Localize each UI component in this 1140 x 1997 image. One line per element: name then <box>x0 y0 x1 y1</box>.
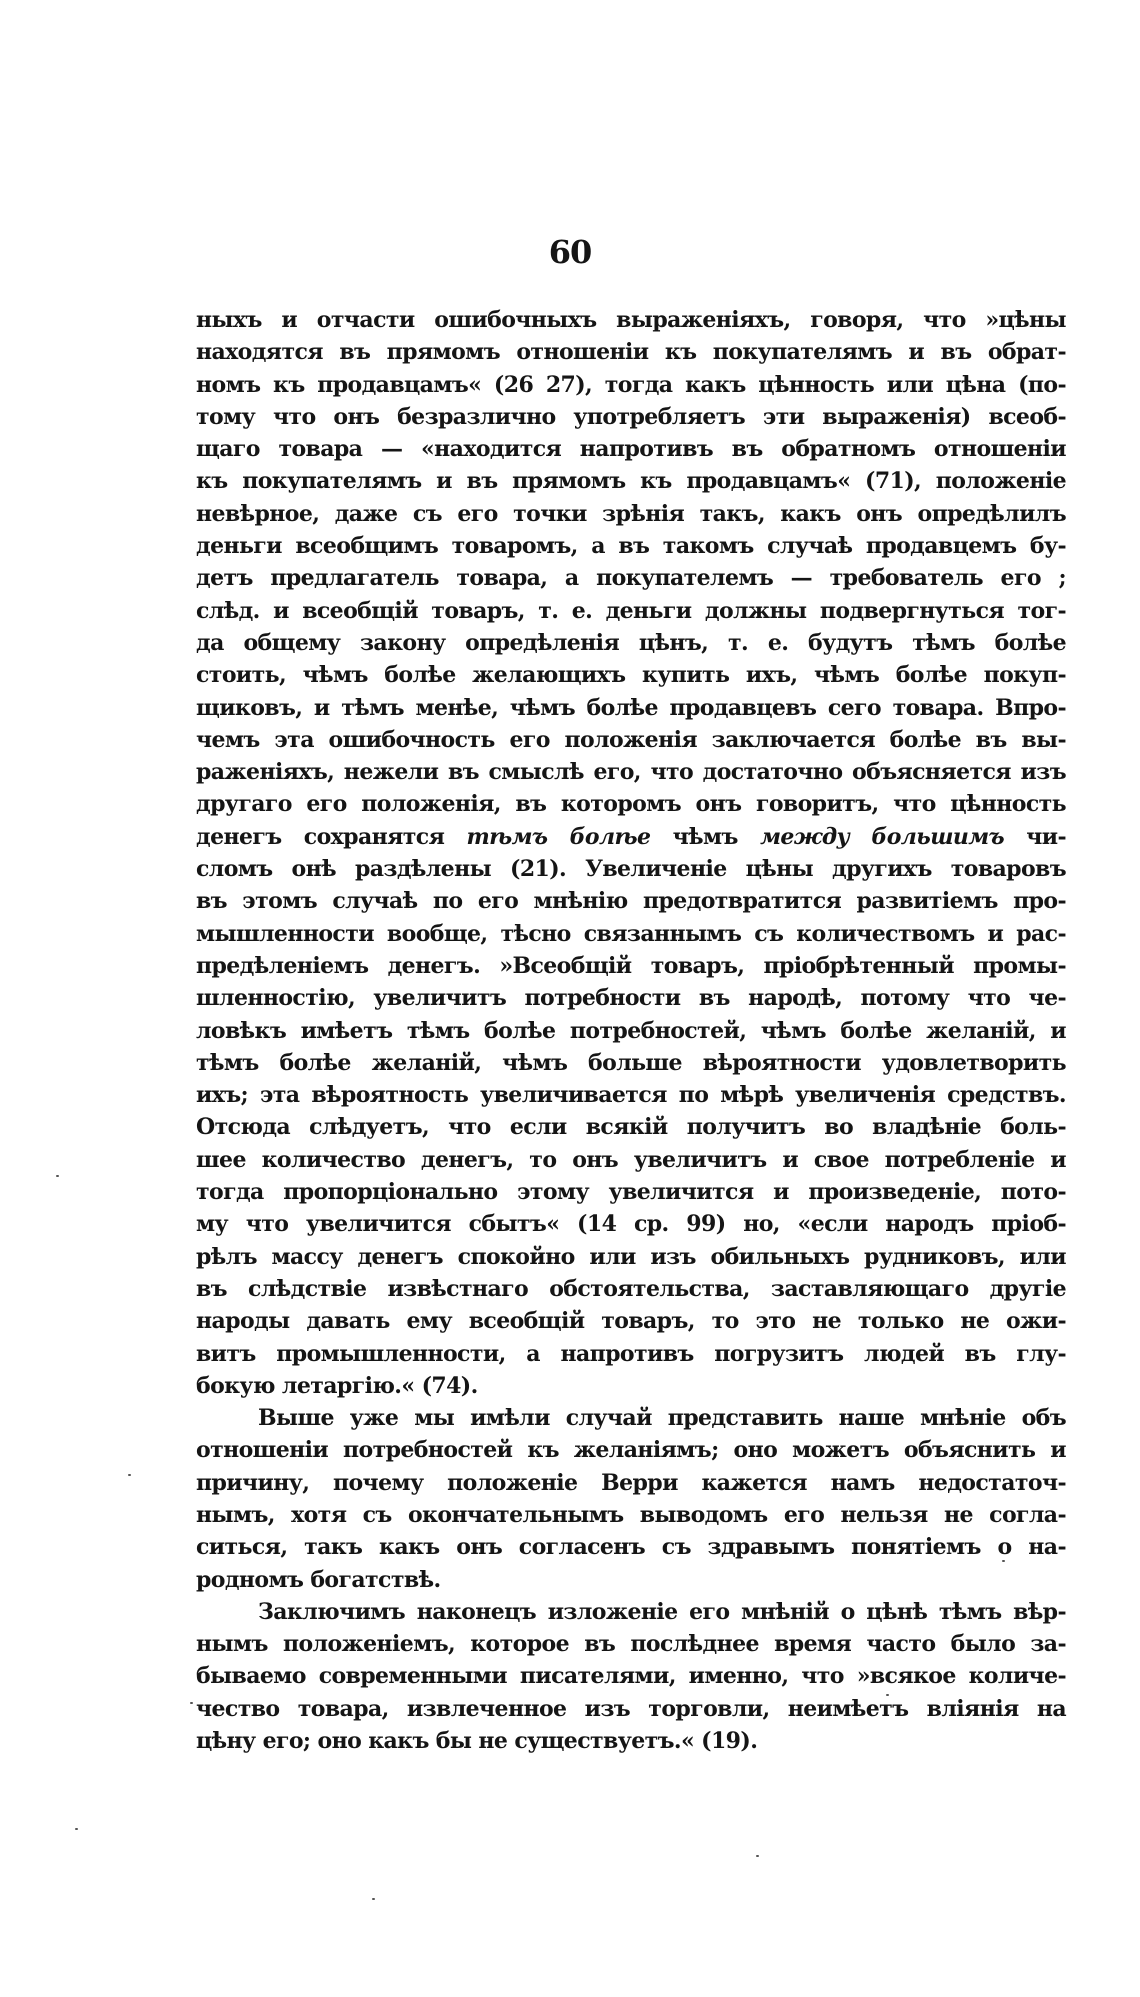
text-segment: Выше уже мы имѣли случай представить наше мнѣнiе объ <box>258 1405 1066 1432</box>
text-line <box>196 1596 1066 1628</box>
text-segment: ситься, такъ какъ онъ согласенъ съ здравымъ понятiемъ о на- <box>196 1534 1066 1561</box>
text-line <box>196 982 1066 1014</box>
paragraph <box>196 1402 1066 1596</box>
body-text <box>196 304 1066 1757</box>
text-segment: детъ предлагатель товара, а покупателемъ — требователь его ; <box>196 565 1066 592</box>
text-segment: нымъ, хотя съ окончательнымъ выводомъ его нельзя не согла- <box>196 1501 1066 1528</box>
text-segment: въ слѣдствiе извѣстнаго обстоятельства, заставляющаго другiе <box>196 1275 1066 1302</box>
text-line <box>196 692 1066 724</box>
text-segment: денегъ сохранятся <box>196 823 467 850</box>
text-line <box>196 465 1066 497</box>
text-segment: номъ къ продавцамъ« (26 27), тогда какъ цѣнность или цѣна (по- <box>196 371 1066 398</box>
text-segment: мышленности вообще, тѣсно связаннымъ съ количествомъ и рас- <box>196 920 1066 947</box>
text-line <box>196 1693 1066 1725</box>
text-segment: народы давать ему всеобщiй товаръ, то это не только не ожи- <box>196 1308 1066 1335</box>
text-segment: ихъ; эта вѣроятность увеличивается по мѣрѣ увеличенiя средствъ. <box>196 1082 1066 1109</box>
scan-speck <box>56 1175 59 1177</box>
text-segment: въ этомъ случаѣ по его мнѣнiю предотвратится развитiемъ про- <box>196 888 1066 915</box>
text-segment: тому что онъ безразлично употребляетъ эти выраженiя) всеоб- <box>196 403 1066 430</box>
scan-speck <box>1002 1560 1005 1562</box>
text-segment: рѣлъ массу денегъ спокойно или изъ обильныхъ рудниковъ, или <box>196 1243 1066 1270</box>
text-segment: отношенiи потребностей къ желанiямъ; оно можетъ объяснить и <box>196 1437 1066 1464</box>
text-segment: Отсюда слѣдуетъ, что если всякiй получитъ во владѣнiе боль- <box>196 1114 1066 1141</box>
text-line <box>196 401 1066 433</box>
text-segment: тѣмъ болѣе желанiй, чѣмъ больше вѣроятности удовлетворить <box>196 1049 1066 1076</box>
text-segment: чество товара, извлеченное изъ торговли, неимѣетъ влiянiя на <box>196 1695 1066 1722</box>
text-segment: раженiяхъ, нежели въ смыслѣ его, что достаточно объясняется изъ <box>196 759 1066 786</box>
text-line <box>196 304 1066 336</box>
text-line <box>196 1015 1066 1047</box>
text-line <box>196 1079 1066 1111</box>
text-line <box>196 821 1066 853</box>
text-segment: чѣмъ <box>650 823 761 850</box>
text-line <box>196 336 1066 368</box>
text-segment: Заключимъ наконецъ изложенiе его мнѣнiй о цѣнѣ тѣмъ вѣр- <box>258 1598 1066 1625</box>
text-line <box>196 1660 1066 1692</box>
scan-speck <box>886 1694 889 1696</box>
paragraph <box>196 1596 1066 1757</box>
text-line <box>196 918 1066 950</box>
text-segment: да общему закону опредѣленiя цѣнъ, т. е. будутъ тѣмъ болѣе <box>196 629 1066 656</box>
text-line <box>196 724 1066 756</box>
text-line <box>196 1144 1066 1176</box>
scan-speck <box>75 1828 78 1830</box>
text-segment: витъ промышленности, а напротивъ погрузитъ людей въ глу- <box>196 1340 1066 1367</box>
text-line <box>196 1402 1066 1434</box>
italic-phrase: между большимъ <box>760 823 1004 850</box>
text-line <box>196 1370 1066 1402</box>
text-line <box>196 1434 1066 1466</box>
text-segment: другаго его положенiя, въ которомъ онъ говоритъ, что цѣнность <box>196 791 1066 818</box>
text-segment: находятся въ прямомъ отношенiи къ покупателямъ и въ обрат- <box>196 339 1066 366</box>
text-line <box>196 627 1066 659</box>
text-segment: му что увеличится сбытъ« (14 ср. 99) но, «если народъ прiоб- <box>196 1211 1066 1238</box>
scan-speck <box>190 1702 193 1704</box>
text-line <box>196 885 1066 917</box>
text-line <box>196 1628 1066 1660</box>
text-segment: слѣд. и всеобщiй товаръ, т. е. деньги должны подвергнуться тог- <box>196 597 1066 624</box>
text-segment: шленностiю, увеличитъ потребности въ народѣ, потому что че- <box>196 985 1066 1012</box>
text-segment: бываемо современными писателями, именно, что »всякое количе- <box>196 1663 1066 1690</box>
text-segment: сломъ онѣ раздѣлены (21). Увеличенiе цѣны другихъ товаровъ <box>196 856 1066 883</box>
text-segment: щиковъ, и тѣмъ менѣе, чѣмъ болѣе продавцевъ сего товара. Впро- <box>196 694 1066 721</box>
text-segment: деньги всеобщимъ товаромъ, а въ такомъ случаѣ продавцемъ бу- <box>196 533 1066 560</box>
text-segment: ныхъ и отчасти ошибочныхъ выраженiяхъ, говоря, что »цѣны <box>196 307 1066 333</box>
text-segment: къ покупателямъ и въ прямомъ къ продавцамъ« (71), положенiе <box>196 468 1066 495</box>
scan-speck <box>756 1855 759 1857</box>
text-segment: предѣленiемъ денегъ. »Всеобщiй товаръ, прiобрѣтенный промы- <box>196 952 1066 979</box>
text-line <box>196 1305 1066 1337</box>
text-segment: невѣрное, даже съ его точки зрѣнiя такъ, какъ онъ опредѣлилъ <box>196 500 1066 527</box>
text-line <box>196 1499 1066 1531</box>
text-line <box>196 1725 1066 1757</box>
text-segment: цѣну его; оно какъ бы не существуетъ.« (19). <box>196 1728 758 1755</box>
text-line <box>196 1241 1066 1273</box>
paragraph <box>196 304 1066 1402</box>
text-line <box>196 562 1066 594</box>
text-line <box>196 433 1066 465</box>
text-line <box>196 530 1066 562</box>
text-segment: причину, почему положенiе Верри кажется намъ недостаточ- <box>196 1469 1066 1496</box>
text-segment: бокую летаргiю.« (74). <box>196 1372 478 1399</box>
text-segment: шее количество денегъ, то онъ увеличитъ и свое потребленiе и <box>196 1146 1066 1173</box>
text-line <box>196 788 1066 820</box>
text-line <box>196 1564 1066 1596</box>
text-line <box>196 369 1066 401</box>
text-segment: чи- <box>1004 823 1067 850</box>
text-line <box>196 950 1066 982</box>
text-line <box>196 1531 1066 1563</box>
text-line <box>196 1338 1066 1370</box>
text-line <box>196 853 1066 885</box>
text-segment: щаго товара — «находится напротивъ въ обратномъ отношенiи <box>196 436 1066 463</box>
scan-speck <box>372 1898 375 1900</box>
text-line <box>196 1111 1066 1143</box>
text-line <box>196 1176 1066 1208</box>
text-segment: тогда пропорцiонально этому увеличится и произведенiе, пото- <box>196 1179 1066 1206</box>
text-line <box>196 659 1066 691</box>
text-segment: нымъ положенiемъ, которое въ послѣднее время часто было за- <box>196 1631 1066 1658</box>
text-line <box>196 1047 1066 1079</box>
italic-phrase: тѣмъ болѣе <box>466 823 651 850</box>
page-number: 60 <box>548 233 592 271</box>
text-line <box>196 1273 1066 1305</box>
scan-speck <box>128 1474 131 1476</box>
text-line <box>196 498 1066 530</box>
text-segment: родномъ богатствѣ. <box>196 1566 441 1593</box>
text-line <box>196 756 1066 788</box>
text-segment: ловѣкъ имѣетъ тѣмъ болѣе потребностей, чѣмъ болѣе желанiй, и <box>196 1017 1066 1044</box>
text-line <box>196 1208 1066 1240</box>
text-segment: стоить, чѣмъ болѣе желающихъ купить ихъ, чѣмъ болѣе покуп- <box>196 662 1066 689</box>
text-line <box>196 1467 1066 1499</box>
text-line <box>196 595 1066 627</box>
text-segment: чемъ эта ошибочность его положенiя заключается болѣе въ вы- <box>196 726 1066 753</box>
